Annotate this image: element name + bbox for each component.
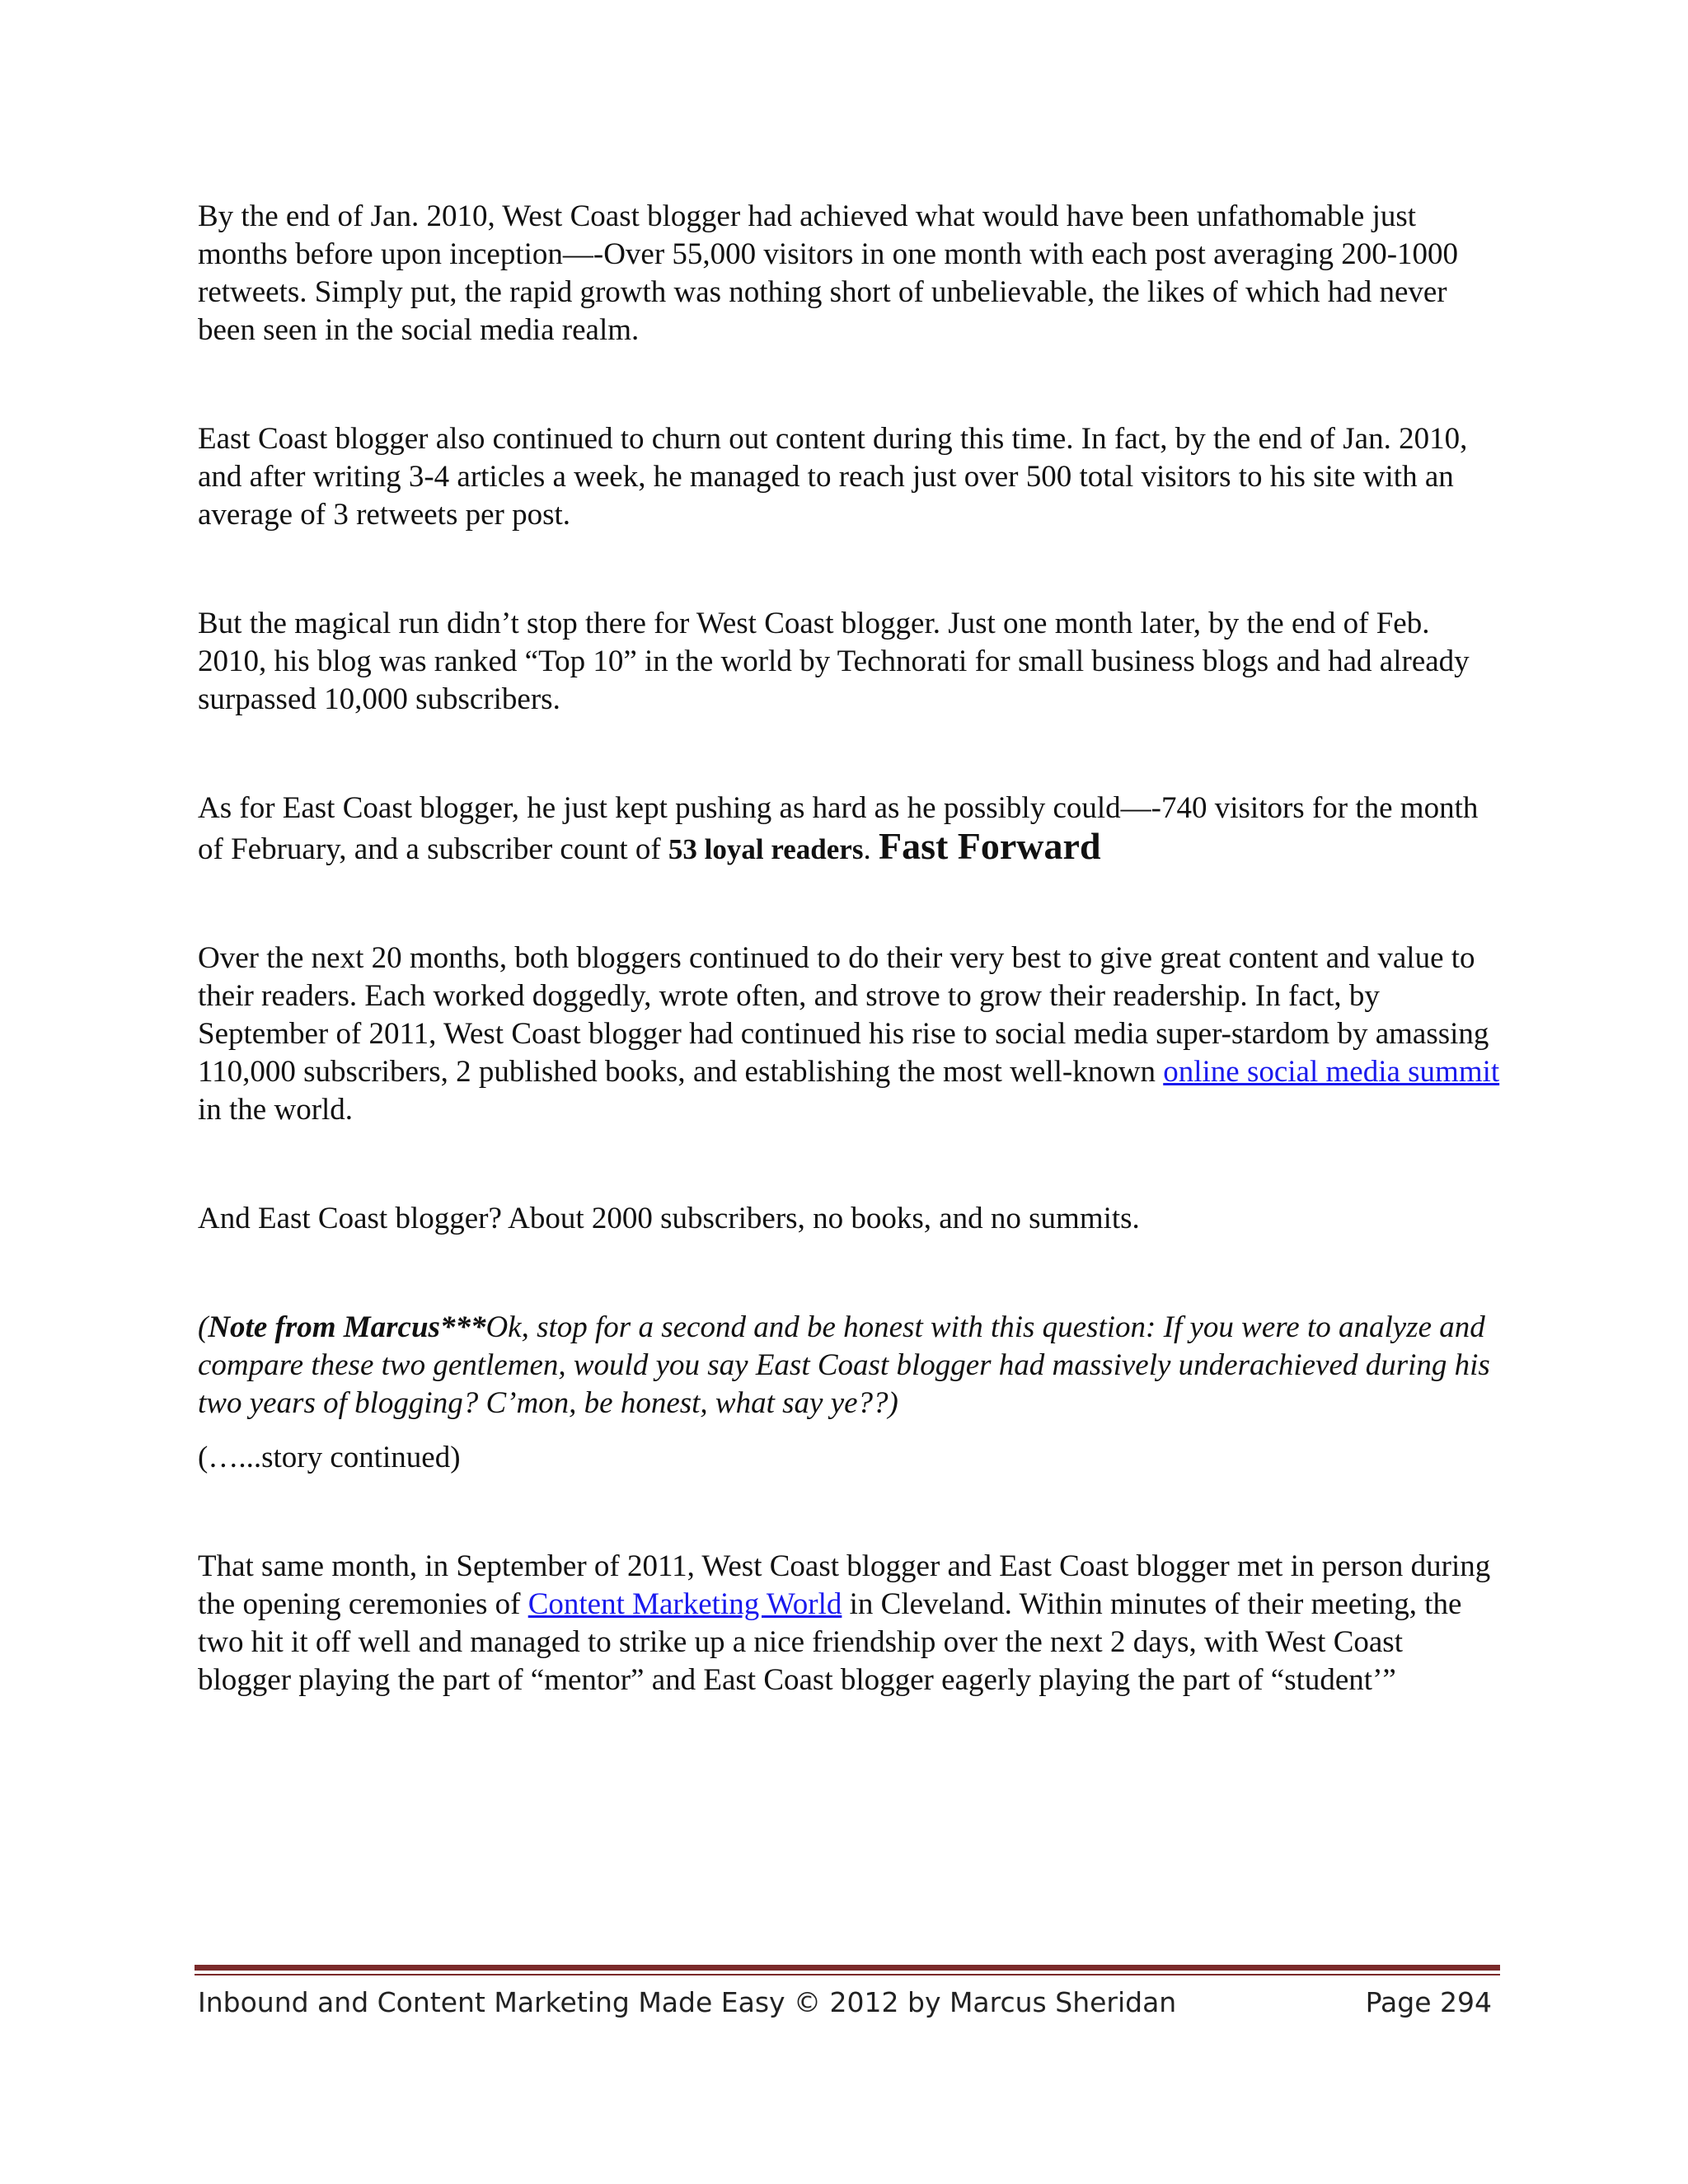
- paragraph-text: That same month, in September of 2011, West Coast blogger and East Coast blogger met in person during the opening ceremonies of: [198, 1549, 1491, 1621]
- fast-forward-heading: Fast Forward: [878, 825, 1101, 867]
- paragraph-west-coast-growth: By the end of Jan. 2010, West Coast blogger had achieved what would have been unfathomable just months before upon inception—-Over 55,000 visitors in one month with each post averaging 200-1000 retweets. Simply put, the rapid growth was nothing short of unbelievable, the likes of which had never been seen in the social media realm.: [198, 199, 1459, 347]
- note-from-marcus: [198, 1309, 1500, 1422]
- paragraph-east-coast-content: East Coast blogger also continued to churn out content during this time. In fact, by the end of Jan. 2010, and after writing 3-4 articles a week, he managed to reach just over 500 total visitors to his site with an average of 3 retweets per post.: [198, 422, 1468, 532]
- paragraph-magical-run: But the magical run didn’t stop there for West Coast blogger. Just one month later, by the end of Feb. 2010, his blog was ranked “Top 10” in the world by Technorati for small business blogs and had already surpassed 10,000 subscribers.: [198, 607, 1470, 716]
- note-open-paren: (: [198, 1310, 209, 1344]
- paragraph-text: Over the next 20 months, both bloggers continued to do their very best to give great content and value to their readers. Each worked doggedly, wrote often, and strove to grow their readership. In fact, by September of 2011, West Coast blogger had continued his rise to social media super-stardom by amassing 110,000 subscribers, 2 published books, and establishing the most well-known: [198, 941, 1489, 1089]
- note-author-bold: Note from Marcus***: [208, 1310, 486, 1344]
- body-content: [198, 198, 1500, 1699]
- paragraph-east-coast-summary: And East Coast blogger? About 2000 subscribers, no books, and no summits.: [198, 1202, 1140, 1235]
- page-number: Page 294: [1365, 1986, 1492, 2018]
- paragraph-met-in-person: [198, 1548, 1500, 1699]
- paragraph-text: As for East Coast blogger, he just kept pushing as hard as he possibly could—-740 visitors for the month of February, and a subscriber count of: [198, 791, 1479, 866]
- paragraph-text: .: [863, 832, 879, 866]
- paragraph-east-coast-pushing: [198, 790, 1500, 869]
- footer-title: Inbound and Content Marketing Made Easy © 2012 by Marcus Sheridan: [198, 1986, 1177, 2018]
- footer-divider-thick: [195, 1965, 1500, 1971]
- online-social-media-summit-link[interactable]: online social media summit: [1163, 1055, 1500, 1089]
- footer-divider-thin: [195, 1974, 1500, 1975]
- content-marketing-world-link[interactable]: Content Marketing World: [528, 1587, 842, 1621]
- paragraph-text: in Cleveland. Within minutes of their meeting, the two hit it off well and managed to strike up a nice friendship over the next 2 days, with West Coast blogger playing the part of “mentor” and East Coast blogger eagerly playing the part of “student’”: [198, 1587, 1462, 1697]
- page-footer: [198, 1985, 1492, 2021]
- note-text: Ok, stop for a second and be honest with this question: If you were to analyze and compare these two gentlemen, would you say East Coast blogger had massively underachieved during his two years of blogging? C’mon, be honest, what say ye??): [198, 1310, 1490, 1420]
- loyal-readers-bold: 53 loyal readers: [668, 833, 864, 865]
- paragraph-text: in the world.: [198, 1093, 354, 1127]
- story-continued: (…...story continued): [198, 1441, 461, 1474]
- paragraph-next-20-months: [198, 940, 1500, 1129]
